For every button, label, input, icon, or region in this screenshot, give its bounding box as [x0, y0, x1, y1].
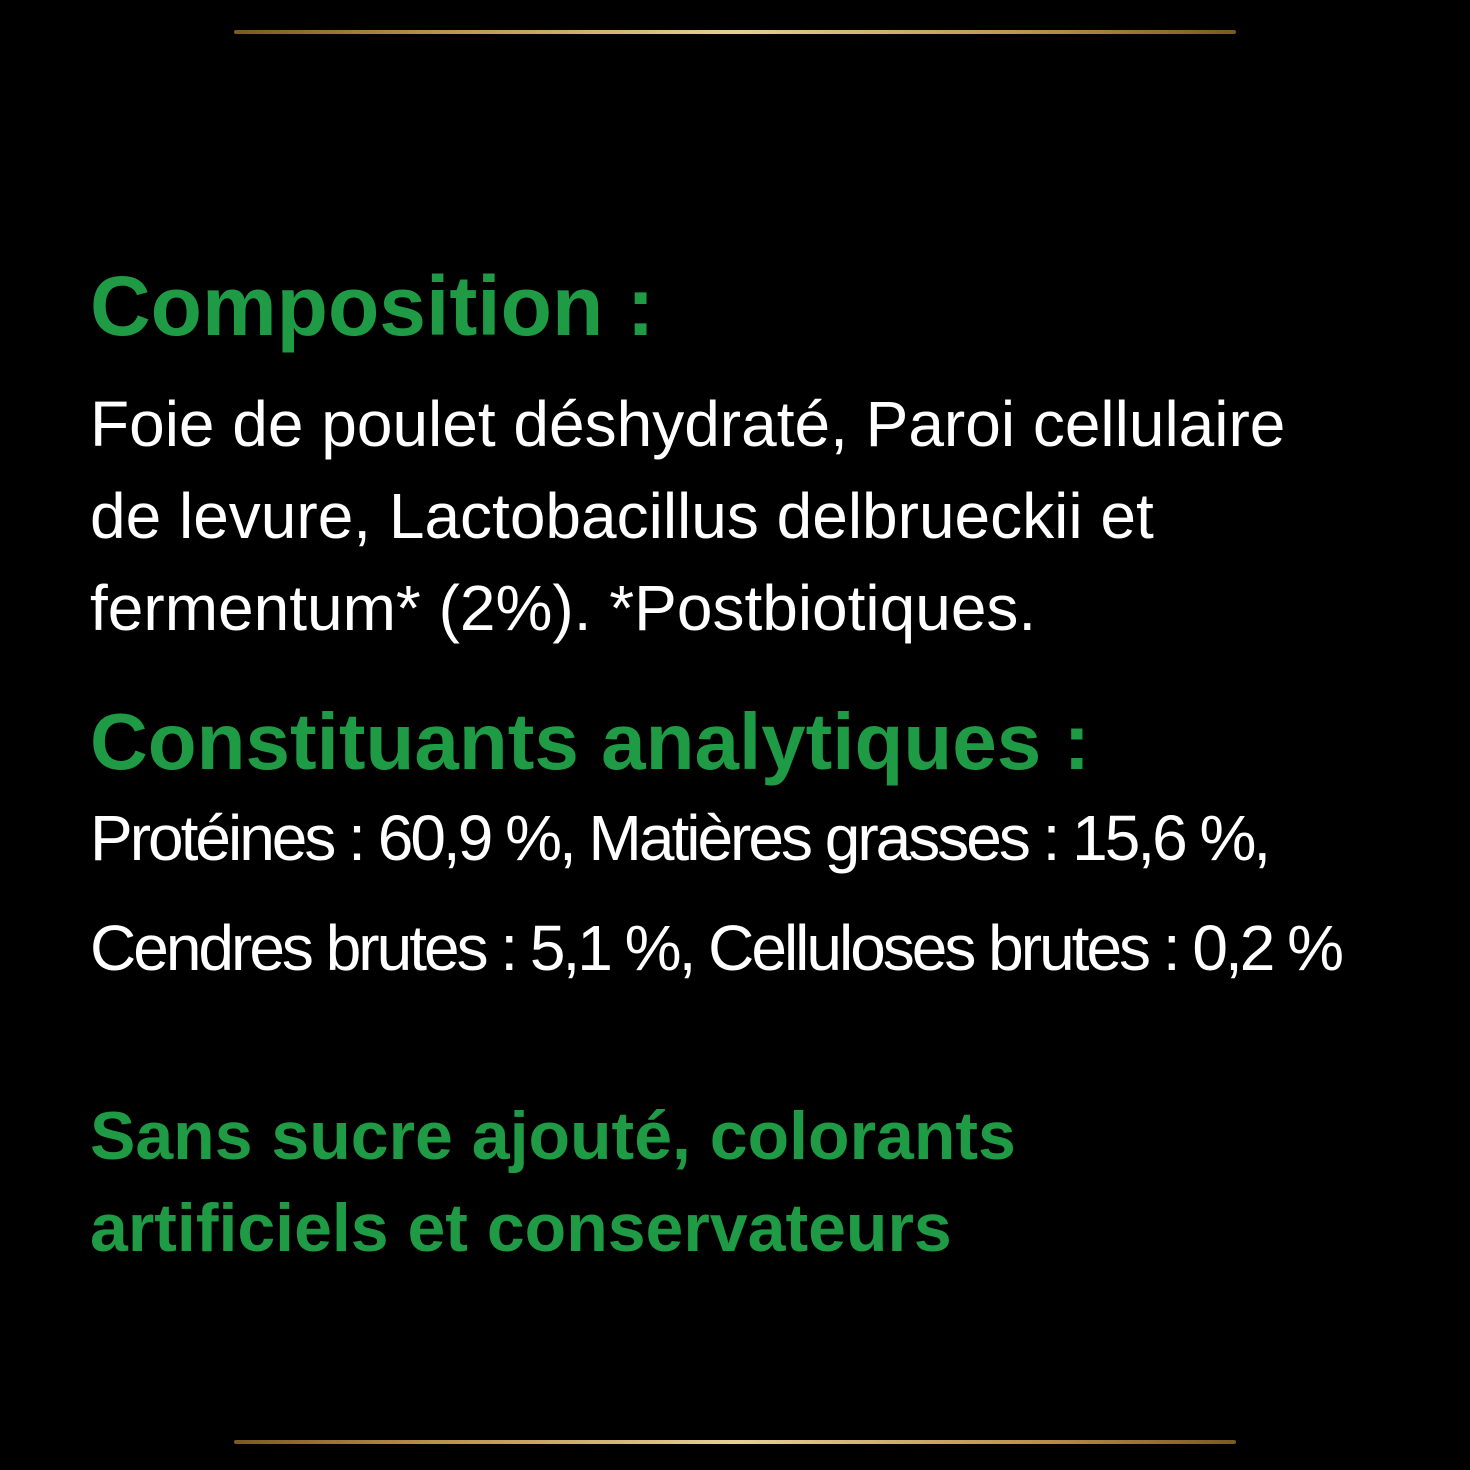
- no-additives-note: [90, 1090, 1016, 1274]
- top-gold-divider: [234, 30, 1236, 34]
- note-line: Sans sucre ajouté, colorants: [90, 1098, 1016, 1174]
- composition-line: de levure, Lactobacillus delbrueckii et: [90, 480, 1154, 552]
- composition-line: fermentum* (2%). *Postbiotiques.: [90, 572, 1037, 644]
- note-line: artificiels et conservateurs: [90, 1190, 952, 1266]
- analytical-line: Protéines : 60,9 %, Matières grasses : 15,6 %,: [90, 802, 1269, 874]
- composition-heading: Composition :: [90, 259, 655, 353]
- composition-text: [90, 378, 1285, 654]
- analytical-heading: Constituants analytiques :: [90, 697, 1091, 786]
- analytical-line: Cendres brutes : 5,1 %, Celluloses brutes : 0,2 %: [90, 912, 1342, 984]
- bottom-gold-divider: [234, 1440, 1236, 1444]
- composition-line: Foie de poulet déshydraté, Paroi cellulaire: [90, 388, 1286, 460]
